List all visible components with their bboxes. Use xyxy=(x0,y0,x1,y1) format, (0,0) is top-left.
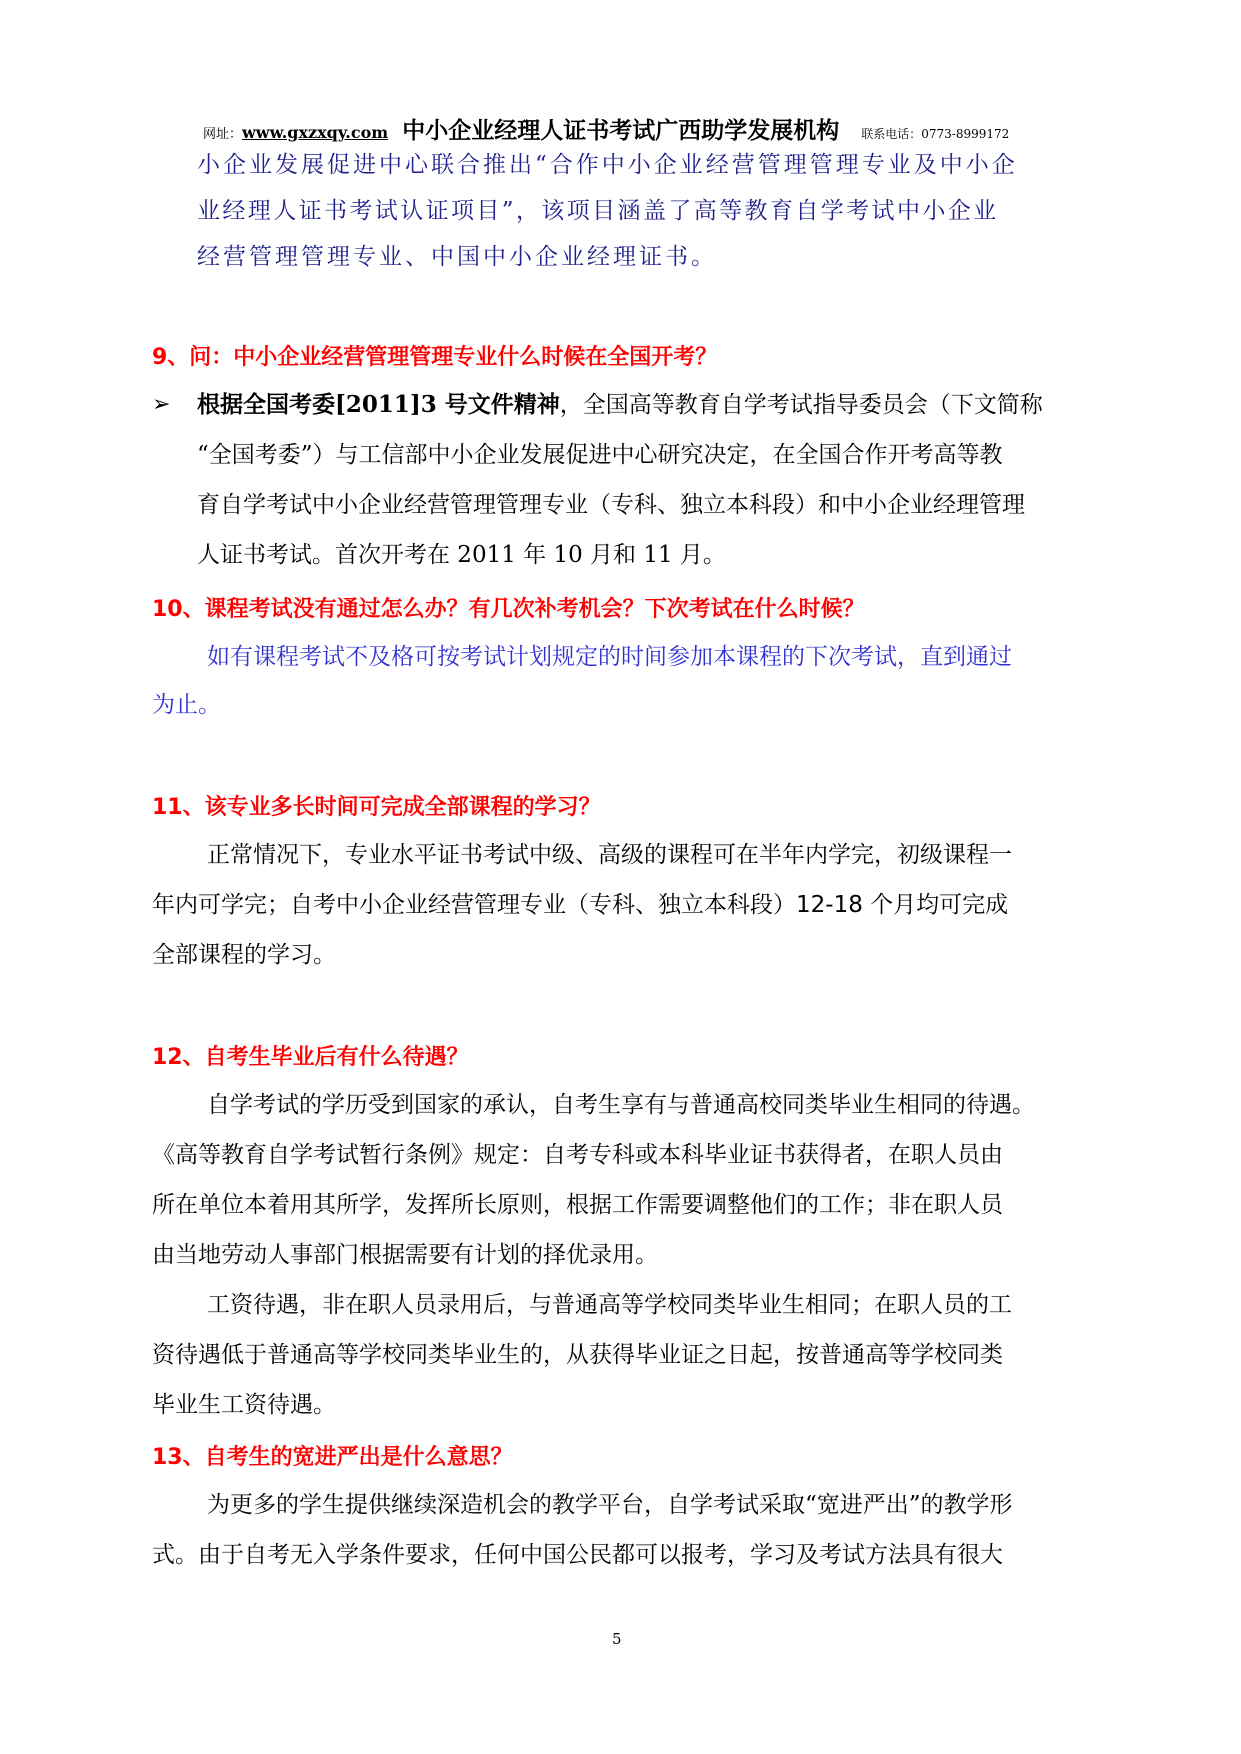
question-11-heading: 11、该专业多长时间可完成全部课程的学习？ xyxy=(152,795,601,820)
q12-para2-line-2: 资待遇低于普通高等学校同类毕业生的，从获得毕业证之日起，按普通高等学校同类 xyxy=(152,1342,1003,1368)
page-header xyxy=(203,112,1009,145)
q12-para1-line-3: 所在单位本着用其所学，发挥所长原则，根据工作需要调整他们的工作；非在职人员 xyxy=(152,1192,1003,1218)
q9-line1-rest: ，全国高等教育自学考试指导委员会（下文简称 xyxy=(559,392,1043,418)
q12-para2-line-3: 毕业生工资待遇。 xyxy=(152,1392,336,1418)
q11-answer-line-1: 正常情况下，专业水平证书考试中级、高级的课程可在半年内学完，初级课程一 xyxy=(207,842,1012,868)
organization-name: 中小企业经理人证书考试广西助学发展机构 xyxy=(402,117,840,144)
intro-line-2: 业经理人证书考试认证项目”，该项目涵盖了高等教育自学考试中小企业 xyxy=(197,198,999,224)
page-number: 5 xyxy=(612,1630,622,1648)
q12-para1-line-2: 《高等教育自学考试暂行条例》规定：自考专科或本科毕业证书获得者，在职人员由 xyxy=(152,1142,1003,1168)
question-13-heading: 13、自考生的宽进严出是什么意思？ xyxy=(152,1445,513,1470)
question-9-heading: 9、问：中小企业经营管理管理专业什么时候在全国开考？ xyxy=(152,345,718,370)
q13-answer-line-2: 式。由于自考无入学条件要求，任何中国公民都可以报考，学习及考试方法具有很大 xyxy=(152,1542,1003,1568)
question-12-heading: 12、自考生毕业后有什么待遇？ xyxy=(152,1045,469,1070)
intro-line-1: 小企业发展促进中心联合推出“合作中小企业经营管理管理专业及中小企 xyxy=(197,152,1018,178)
q12-para1-line-1: 自学考试的学历受到国家的承认，自考生享有与普通高校同类毕业生相同的待遇。 xyxy=(207,1092,1035,1118)
q9-answer-line-3: 育自学考试中小企业经营管理管理专业（专科、独立本科段）和中小企业经理管理 xyxy=(197,492,1025,518)
tel-label: 联系电话： xyxy=(861,127,922,141)
q11-answer-line-2 xyxy=(152,890,1008,920)
q10-answer-line-1: 如有课程考试不及格可按考试计划规定的时间参加本课程的下次考试，直到通过 xyxy=(207,644,1012,670)
q11-line2-number: 12-18 xyxy=(796,892,863,918)
question-10-heading: 10、课程考试没有通过怎么办？有几次补考机会？下次考试在什么时候？ xyxy=(152,597,865,622)
q9-answer-line-2: “全国考委”）与工信部中小企业发展促进中心研究决定，在全国合作开考高等教 xyxy=(197,442,1003,468)
q12-para2-line-1: 工资待遇，非在职人员录用后，与普通高等学校同类毕业生相同；在职人员的工 xyxy=(207,1292,1012,1318)
tel-number: 0773-8999172 xyxy=(921,127,1010,141)
q11-line2-text-b: 个月均可完成 xyxy=(862,892,1009,918)
q12-para1-line-4: 由当地劳动人事部门根据需要有计划的择优录用。 xyxy=(152,1242,658,1268)
site-url-link[interactable]: www.gxzxqy.com xyxy=(242,123,389,142)
q9-answer-line-1 xyxy=(197,390,1043,420)
q9-bold-lead: 根据全国考委[2011]3 号文件精神 xyxy=(197,391,560,418)
intro-line-3: 经营管理管理专业、中国中小企业经理证书。 xyxy=(197,244,717,270)
q11-answer-line-3: 全部课程的学习。 xyxy=(152,942,336,968)
q11-line2-text-a: 年内可学完；自考中小企业经营管理专业（专科、独立本科段） xyxy=(152,892,796,918)
q9-answer-line-4: 人证书考试。首次开考在 2011 年 10 月和 11 月。 xyxy=(197,542,726,568)
q13-answer-line-1: 为更多的学生提供继续深造机会的教学平台，自学考试采取“宽进严出”的教学形 xyxy=(207,1492,1013,1518)
bullet-icon: ➢ xyxy=(152,392,171,417)
q10-answer-line-2: 为止。 xyxy=(152,692,221,718)
site-label: 网址： xyxy=(203,127,243,142)
